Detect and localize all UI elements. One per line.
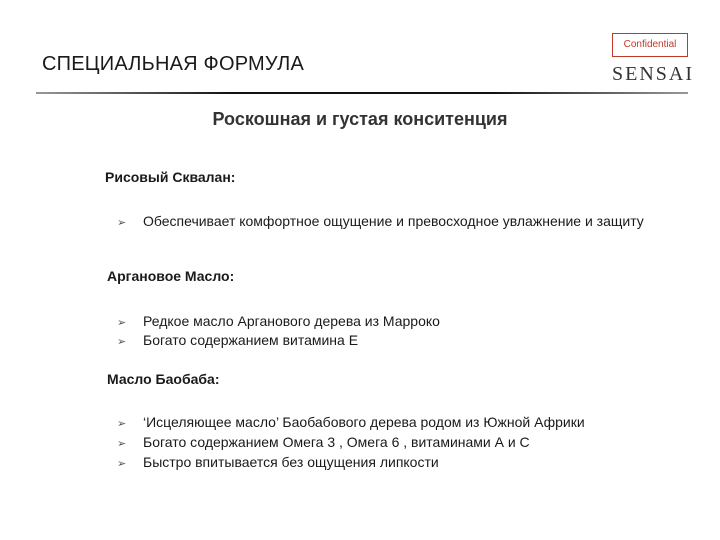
section-heading-rice-squalane: Рисовый Сквалан:	[105, 169, 236, 185]
section-heading-baobab-oil: Масло Баобаба:	[107, 371, 220, 387]
arrowhead-bullet-icon: ➢	[117, 438, 127, 450]
bullet-item: Быстро впитывается без ощущения липкости	[143, 454, 439, 470]
brand-logo: SENSAI	[612, 63, 695, 85]
bullet-item: Богато содержанием витамина Е	[143, 332, 359, 348]
arrowhead-bullet-icon: ➢	[117, 336, 127, 348]
slide-title: СПЕЦИАЛЬНАЯ ФОРМУЛА	[42, 53, 304, 75]
bullet-item: Редкое масло Арганового дерева из Марроко	[143, 313, 440, 329]
section-heading-argan-oil: Аргановое Масло:	[107, 268, 235, 284]
confidential-badge: Confidential	[612, 33, 688, 57]
bullet-item: Обеспечивает комфортное ощущение и превосходное увлажнение и защиту	[143, 213, 644, 229]
title-divider	[36, 92, 688, 94]
arrowhead-bullet-icon: ➢	[117, 418, 127, 430]
slide-subtitle: Роскошная и густая конситенция	[212, 109, 508, 129]
arrowhead-bullet-icon: ➢	[117, 458, 127, 470]
arrowhead-bullet-icon: ➢	[117, 217, 127, 229]
bullet-item: ‘Исцеляющее масло’ Баобабового дерева родом из Южной Африки	[143, 414, 585, 430]
bullet-item: Богато содержанием Омега 3 , Омега 6 , витаминами А и С	[143, 434, 530, 450]
arrowhead-bullet-icon: ➢	[117, 317, 127, 329]
